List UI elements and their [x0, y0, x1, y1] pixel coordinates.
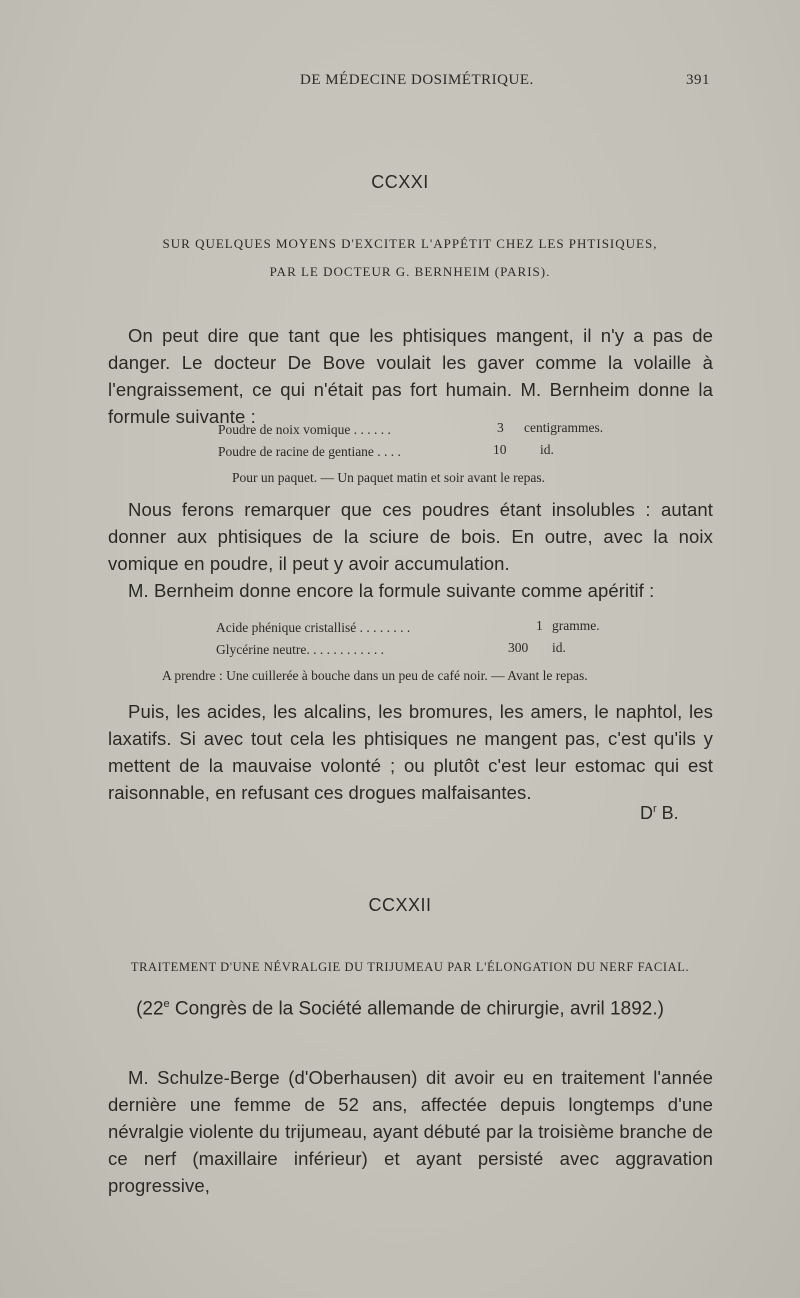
formula-note: Pour un paquet. — Un paquet matin et soir avant le repas. [232, 470, 546, 485]
article-number-heading: CCXXII [368, 895, 432, 915]
article-title-line: TRAITEMENT D'UNE NÉVRALGIE DU TRIJUMEAU PAR L'ÉLONGATION DU NERF FACIAL. [130, 960, 690, 974]
signature [640, 803, 679, 824]
running-head-title: DE MÉDECINE DOSIMÉTRIQUE. [300, 72, 534, 88]
formula-quantity: 3 [497, 420, 504, 435]
congress-reference [0, 998, 800, 1020]
paragraph-text: Nous ferons remarquer que ces poudres étant insolubles : autant donner aux phtisiques de la sciure de bois. En outre, avec la noix vomique en poudre, il peut y avoir accumulation. [108, 499, 713, 574]
paragraph [108, 496, 713, 604]
paragraph [108, 698, 713, 806]
congress-text-post: Congrès de la Société allemande de chirurgie, avril 1892.) [169, 998, 664, 1020]
formula-block [0, 416, 800, 486]
formula-unit: id. [552, 640, 566, 655]
article-title-line: PAR LE DOCTEUR G. BERNHEIM (PARIS). [269, 264, 551, 279]
article-title-line: SUR QUELQUES MOYENS D'EXCITER L'APPÉTIT CHEZ LES PHTISIQUES, [162, 236, 658, 251]
paragraph-text: M. Schulze-Berge (d'Oberhausen) dit avoir eu en traitement l'année dernière une femme de 52 ans, affectée depuis longtemps d'une névralgie violente du trijumeau, ayant débuté par la troisième branche de ce nerf (maxillaire inférieur) et ayant persisté avec aggravation progressive, [108, 1067, 713, 1196]
paragraph-text: Puis, les acides, les alcalins, les bromures, les amers, le naphtol, les laxatifs. Si avec tout cela les phtisiques ne mangent pas, c'est qu'ils y mettent de la mauvaise volonté ; ou plutôt c'est leur estomac qui est raisonnable, en refusant ces drogues malfaisantes. [108, 701, 713, 803]
formula-unit: id. [540, 442, 554, 457]
signature-superscript: r [653, 803, 657, 815]
congress-superscript: e [163, 998, 170, 1010]
paragraph [108, 322, 713, 430]
signature-name: B. [656, 803, 679, 823]
formula-quantity: 1 [536, 618, 543, 633]
formula-item: Acide phénique cristallisé . . . . . . . . [216, 620, 411, 635]
formula-item: Glycérine neutre. . . . . . . . . . . . [216, 642, 384, 657]
congress-text-pre: (22 [136, 998, 164, 1020]
formula-unit: centigrammes. [524, 420, 604, 435]
formula-note: A prendre : Une cuillerée à bouche dans un peu de café noir. — Avant le repas. [162, 668, 588, 683]
paragraph-text: M. Bernheim donne encore la formule suivante comme apéritif : [128, 580, 655, 601]
paragraph [108, 1064, 713, 1199]
formula-block [0, 616, 800, 686]
formula-unit: gramme. [552, 618, 600, 633]
paragraph-text: On peut dire que tant que les phtisiques mangent, il n'y a pas de danger. Le docteur De Bove voulait les gaver comme la volaille à l'engraissement, ce qui n'était pas fort humain. M. Bernheim donne la formule suivante : [108, 325, 713, 427]
signature-prefix: D [640, 803, 653, 823]
formula-item: Poudre de noix vomique . . . . . . [218, 422, 391, 437]
formula-quantity: 300 [508, 640, 529, 655]
formula-quantity: 10 [493, 442, 507, 457]
formula-item: Poudre de racine de gentiane . . . . [218, 444, 401, 459]
article-number-heading: CCXXI [371, 172, 429, 192]
page-number: 391 [686, 72, 710, 88]
